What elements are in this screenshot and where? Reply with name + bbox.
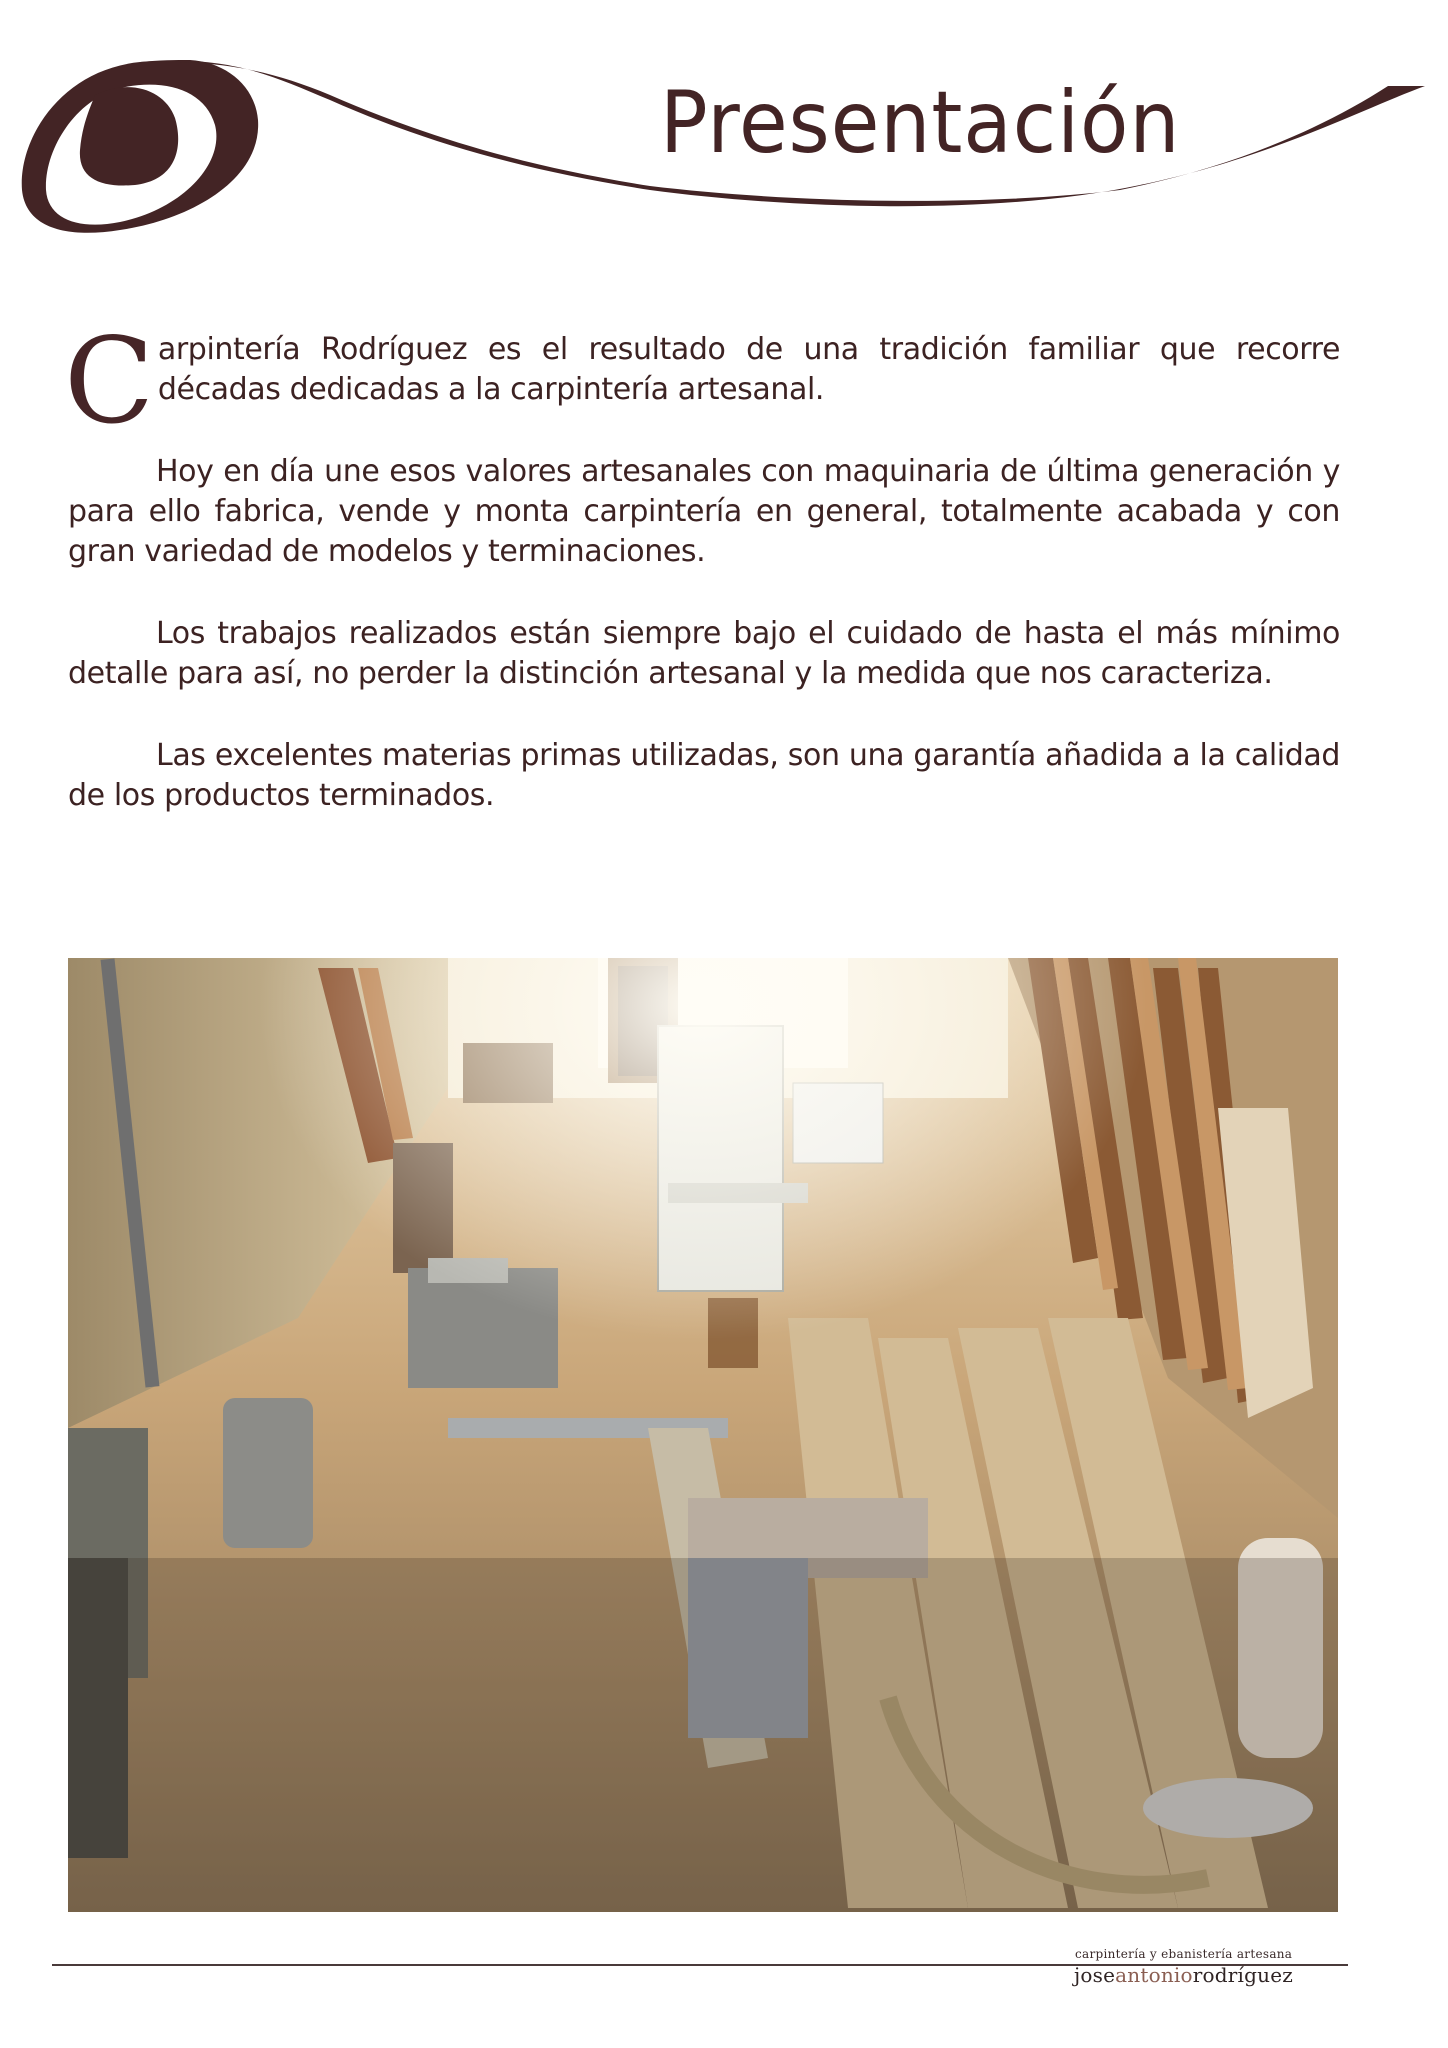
workshop-photo <box>68 958 1338 1912</box>
paragraph-detail: Los trabajos realizados están siempre bajo el cuidado de hasta el más mínimo detalle para así, no perder la distinción artesanal y la medida que nos caracteriza. <box>68 616 1340 691</box>
paragraph-machinery: Hoy en día une esos valores artesanales con maquinaria de última generación y para ello fabrica, vende y monta carpintería en general, totalmente acabada y con gran variedad de modelos y terminaciones. <box>68 454 1340 569</box>
intro-paragraph <box>64 290 1340 450</box>
brand-middle-name: antonio <box>1115 1963 1193 1987</box>
paragraph-materials: Las excelentes materias primas utilizadas, son una garantía añadida a la calidad de los productos terminados. <box>68 738 1340 813</box>
footer-brand-logo <box>1074 1963 1293 1987</box>
intro-paragraph-text: arpintería Rodríguez es el resultado de una tradición familiar que recorre décadas dedicadas a la carpintería artesanal. <box>157 332 1340 407</box>
body-text <box>64 290 1340 858</box>
drop-cap: C <box>64 312 154 450</box>
page-title: Presentación <box>660 73 1181 173</box>
workshop-photo-illustration <box>68 958 1338 1912</box>
footer-tagline: carpintería y ebanistería artesana <box>1075 1947 1293 1961</box>
brand-first-name: jose <box>1074 1963 1116 1987</box>
brand-last-name: rodríguez <box>1192 1963 1293 1987</box>
